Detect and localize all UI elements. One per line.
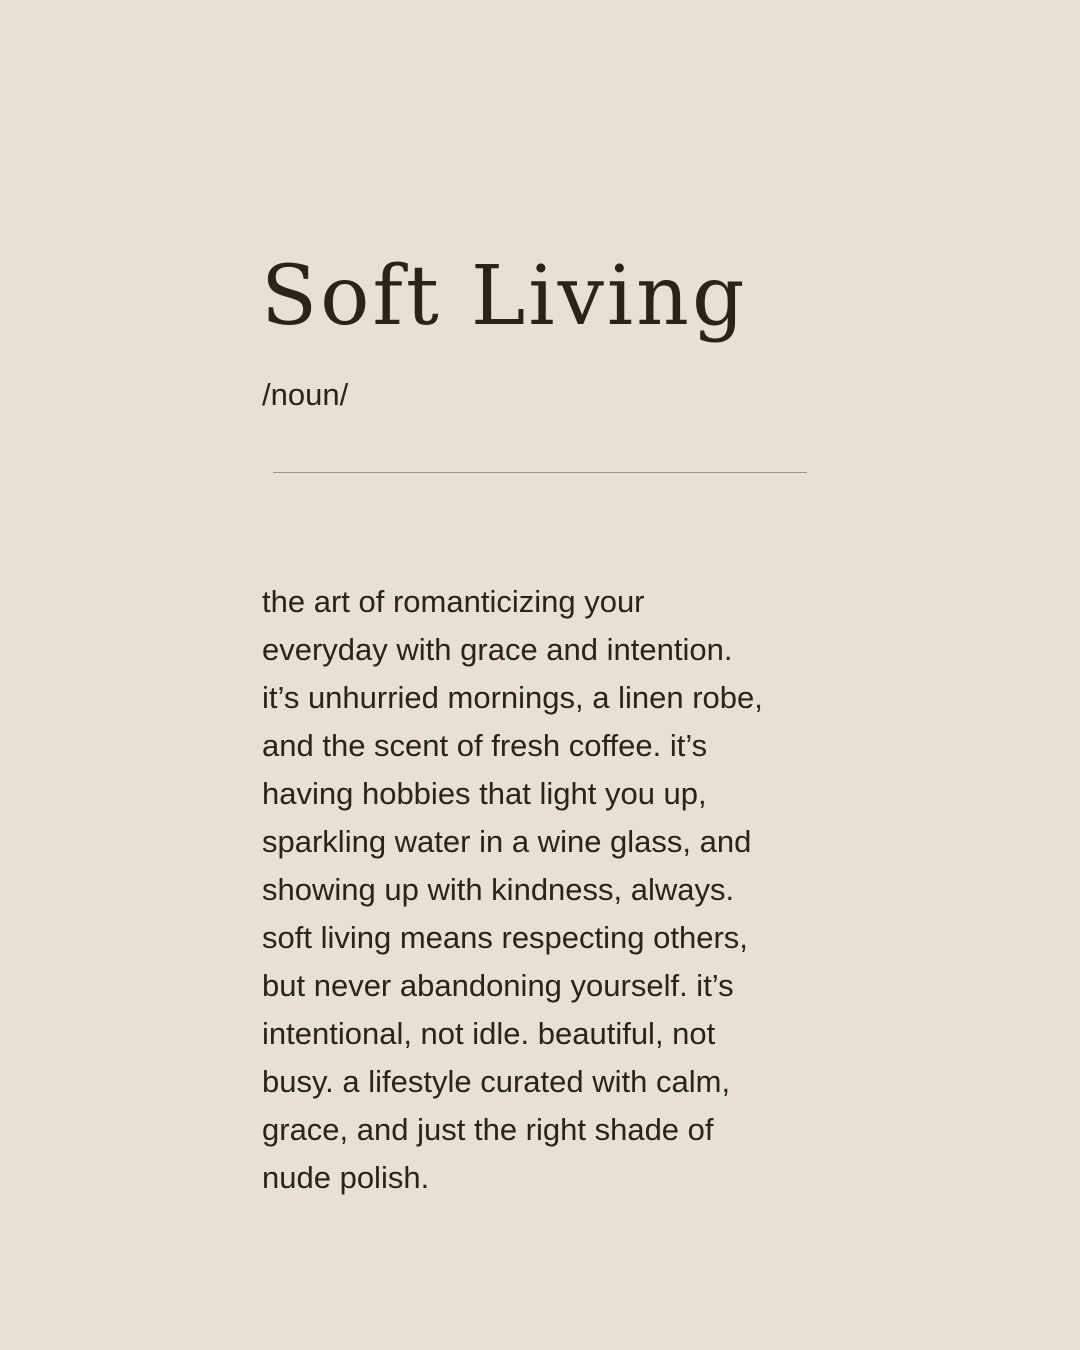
definition-line: soft living means respecting others, (262, 920, 748, 955)
divider (273, 472, 807, 473)
definition-line: the art of romanticizing your (262, 584, 645, 619)
definition-line: showing up with kindness, always. (262, 872, 735, 907)
definition-line: and the scent of fresh coffee. it’s (262, 728, 708, 763)
definition-line: it’s unhurried mornings, a linen robe, (262, 680, 763, 715)
part-of-speech: /noun/ (262, 377, 349, 412)
definition-line: grace, and just the right shade of (262, 1112, 714, 1147)
card-title: Soft Living (261, 249, 748, 344)
definition-line: having hobbies that light you up, (262, 776, 707, 811)
definition-line: but never abandoning yourself. it’s (262, 968, 734, 1003)
definition-text (262, 578, 822, 1202)
definition-line: intentional, not idle. beautiful, not (262, 1016, 716, 1051)
definition-line: nude polish. (262, 1160, 430, 1195)
definition-line: everyday with grace and intention. (262, 632, 733, 667)
definition-line: busy. a lifestyle curated with calm, (262, 1064, 731, 1099)
definition-line: sparkling water in a wine glass, and (262, 824, 752, 859)
